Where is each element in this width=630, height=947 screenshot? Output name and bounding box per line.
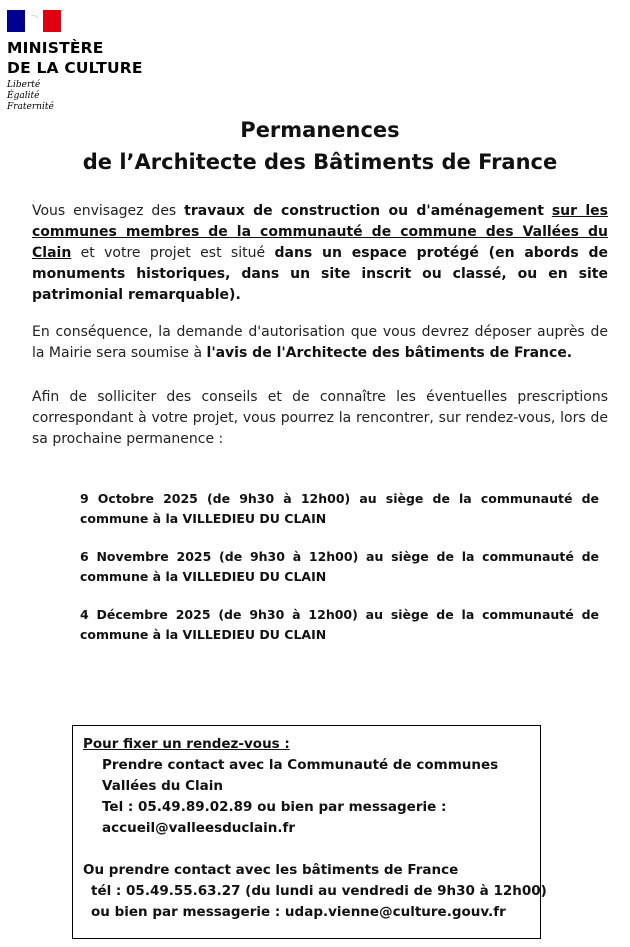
contact-line-1: Prendre contact avec la Communauté de communes — [102, 757, 499, 773]
title-line-1: Permanences — [240, 118, 400, 142]
ministry-line-2: DE LA CULTURE — [7, 59, 143, 77]
consequence-bold: l'avis de l'Architecte des bâtiments de France. — [206, 345, 573, 361]
contact-phone-cc: Tel : 05.49.89.02.89 ou bien par messagerie : — [102, 799, 447, 815]
consequence-text: En conséquence, la demande d'autorisation que vous devrez déposer auprès de la Mairie sera soumise à — [32, 324, 608, 361]
ministry-logo — [7, 10, 207, 113]
contact-box — [72, 725, 547, 939]
advice-paragraph — [32, 387, 608, 450]
page-title — [0, 114, 630, 178]
motto-fraternite: Fraternité — [7, 102, 54, 112]
flag-red-band — [43, 10, 61, 32]
contact-line-2: Vallées du Clain — [102, 778, 223, 794]
permanence-date-3: 4 Décembre 2025 (de 9h30 à 12h00) au siège de la communauté de commune à la VILLEDIEU DU CLAIN — [80, 607, 599, 642]
title-line-2: de l’Architecte des Bâtiments de France — [82, 150, 558, 174]
contact-line-abf: Ou prendre contact avec les bâtiments de France — [83, 862, 459, 878]
permanence-date-2: 6 Novembre 2025 (de 9h30 à 12h00) au siège de la communauté de commune à la VILLEDIEU DU CLAIN — [80, 549, 599, 584]
flag-blue-band — [7, 10, 25, 32]
contact-phone-abf: tél : 05.49.55.63.27 (du lundi au vendredi de 9h30 à 12h00) — [91, 883, 547, 899]
contact-email-cc: accueil@valleesduclain.fr — [102, 820, 296, 836]
ministry-name — [7, 38, 207, 78]
motto-egalite: Égalité — [7, 91, 40, 101]
republic-motto — [7, 80, 207, 113]
intro-text-2: et votre projet est situé — [71, 245, 275, 261]
intro-bold-protected-area: dans un espace protégé (en abords de monuments historiques, dans un site inscrit ou classé, ou en site patrimonial remarquable). — [32, 245, 608, 303]
ministry-line-1: MINISTÈRE — [7, 39, 104, 57]
advice-text: Afin de solliciter des conseils et de connaître les éventuelles prescriptions correspondant à votre projet, vous pourrez la rencontrer, sur rendez-vous, lors de sa prochaine permanence : — [32, 389, 608, 447]
permanence-date-1: 9 Octobre 2025 (de 9h30 à 12h00) au siège de la communauté de commune à la VILLEDIEU DU CLAIN — [80, 491, 599, 526]
intro-space — [544, 203, 552, 219]
marianne-flag-icon — [7, 10, 61, 32]
contact-email-abf: ou bien par messagerie : udap.vienne@culture.gouv.fr — [91, 904, 506, 920]
intro-paragraph — [32, 201, 608, 306]
intro-text-1: Vous envisagez des — [32, 203, 185, 219]
motto-liberte: Liberté — [7, 80, 41, 90]
intro-underlined-communes: sur les communes membres de la communauté de commune des Vallées du Clain — [32, 203, 608, 261]
consequence-paragraph — [32, 322, 608, 364]
intro-bold-works: travaux de construction ou d'aménagement — [184, 203, 544, 219]
contact-heading: Pour fixer un rendez-vous : — [83, 736, 290, 752]
